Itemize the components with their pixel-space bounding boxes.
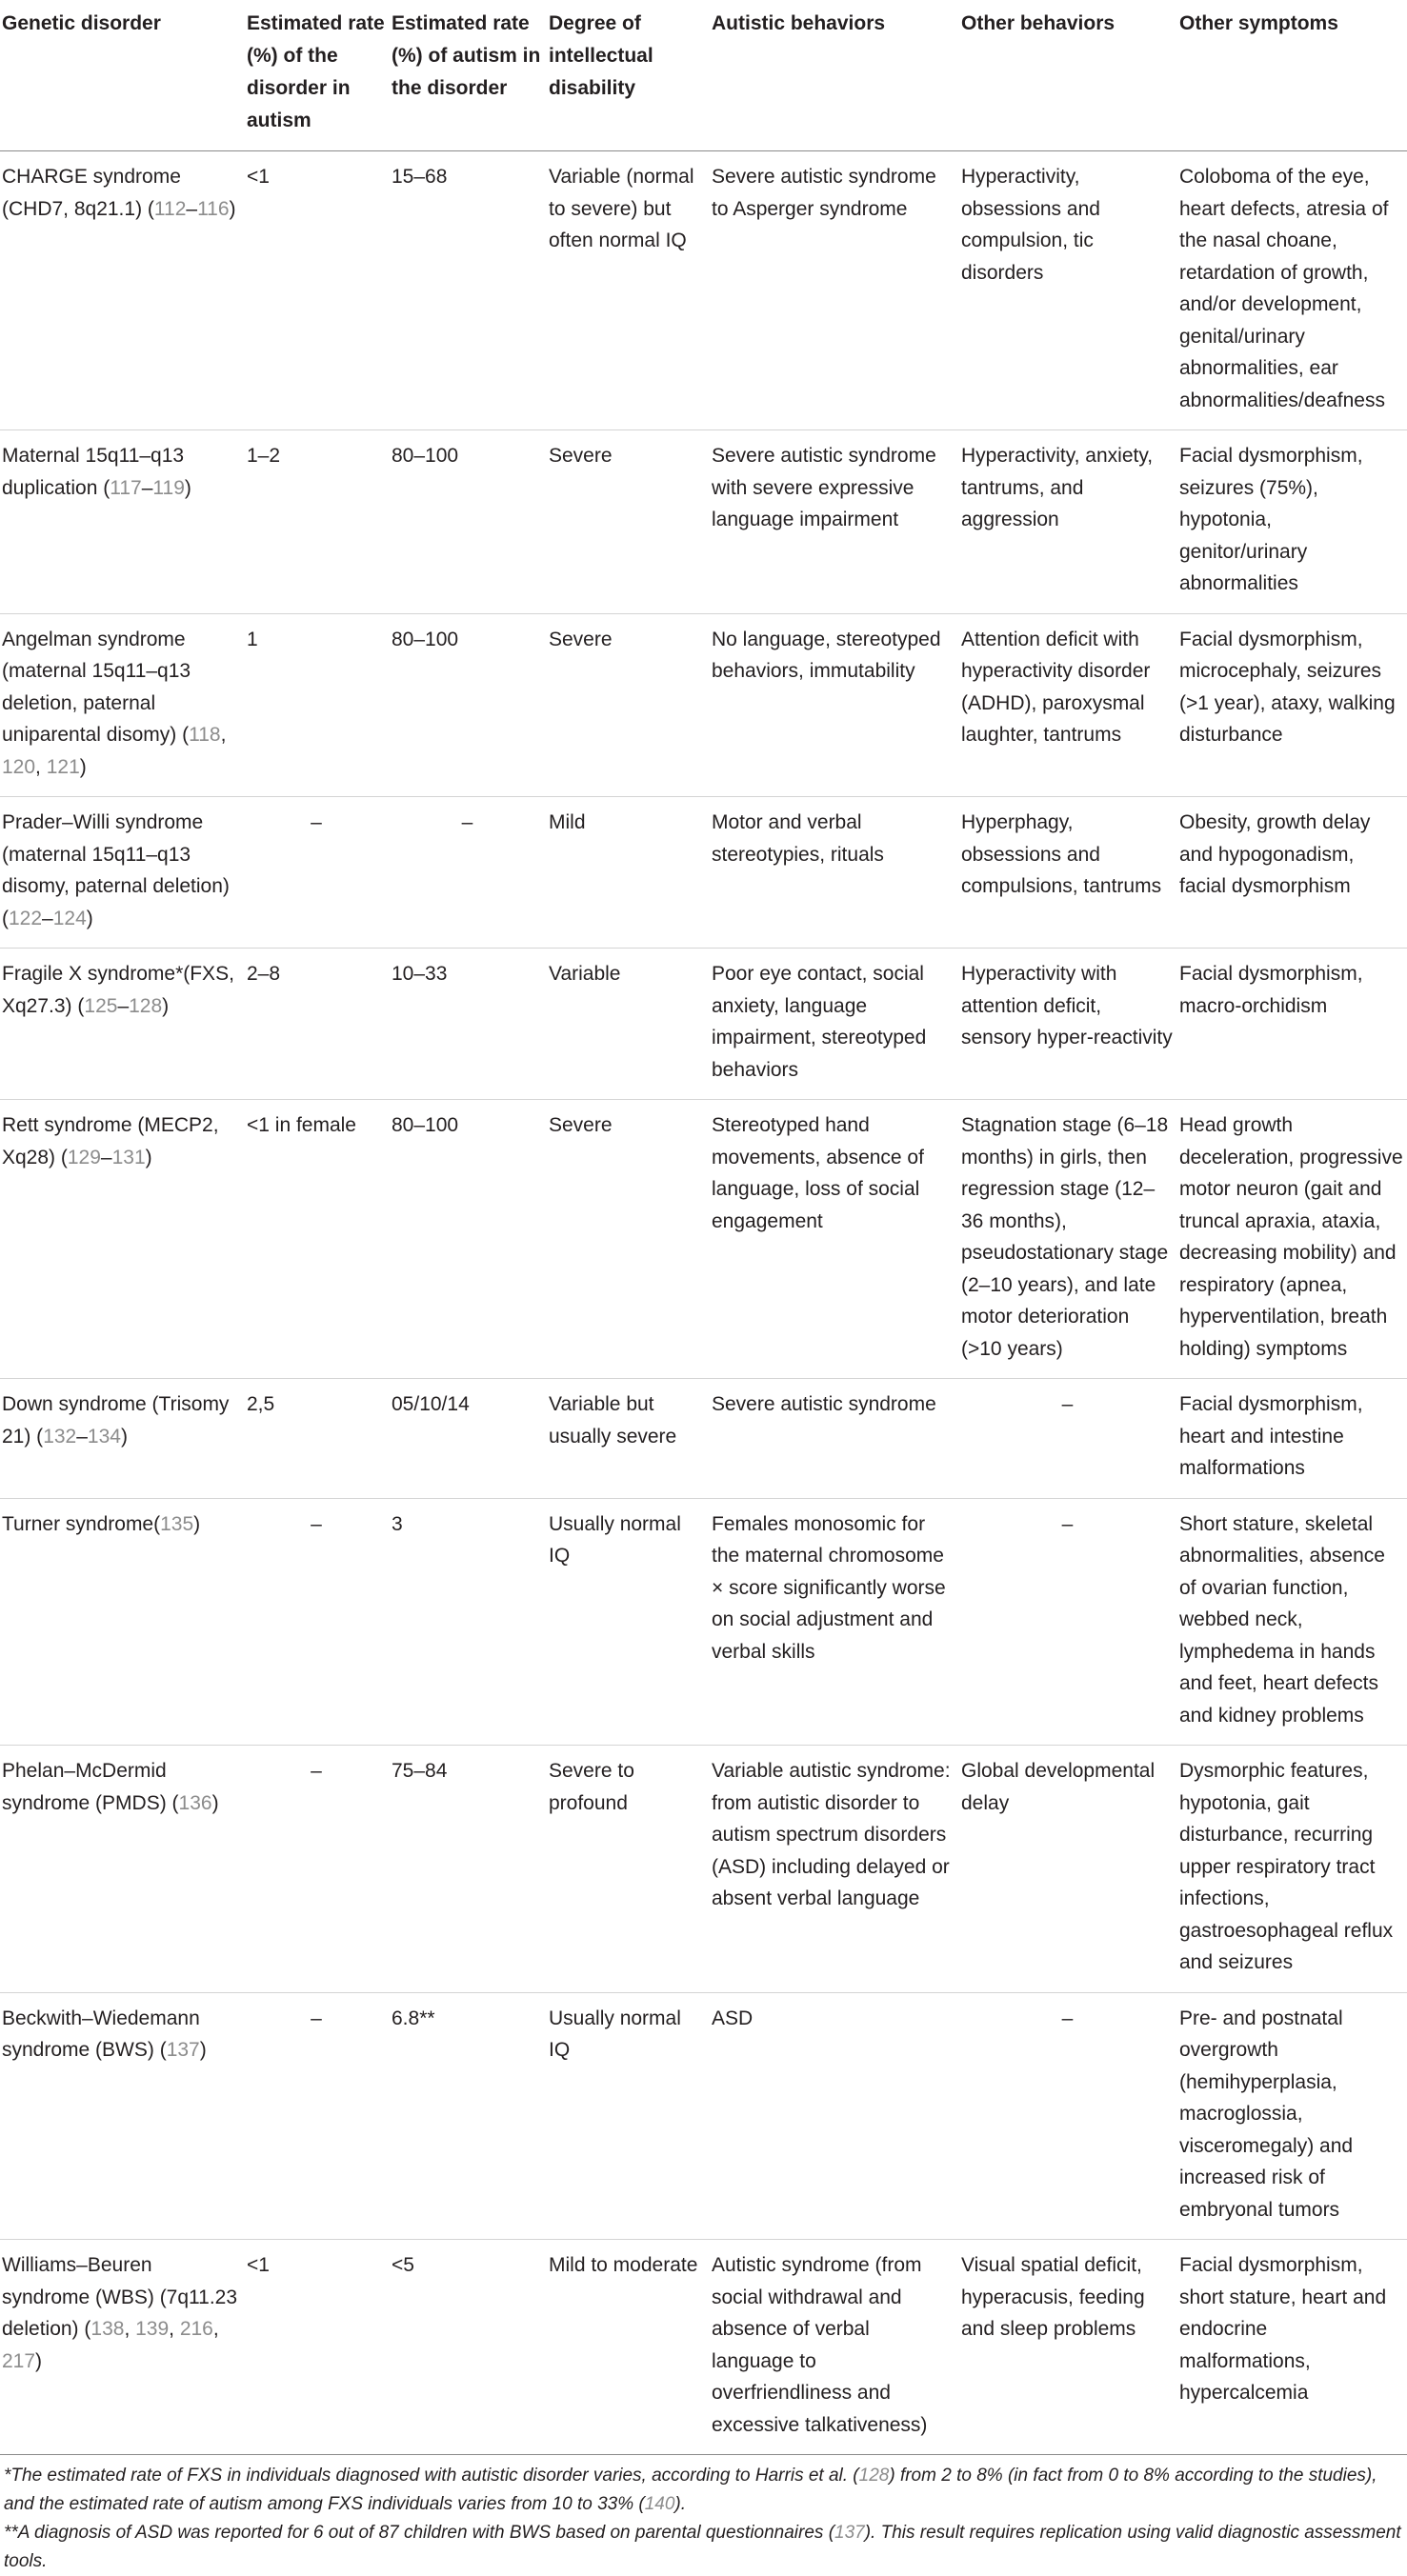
- table-footnotes: [4, 2462, 1404, 2576]
- reference-link[interactable]: 125: [84, 994, 118, 1017]
- cell-other-behaviors: Hyperactivity with attention deficit, sensory hyper-reactivity: [961, 963, 1173, 1048]
- footnote-text: ) from 2 to 8% (in fact from 0 to 8% according to the studies), and the estimated rate of autism among FXS individuals varies from 10 to 33% (: [4, 2466, 1377, 2514]
- cell-autism-in-disorder: 80–100: [392, 1114, 459, 1136]
- cell-other-behaviors: Hyperactivity, anxiety, tantrums, and aggression: [961, 445, 1154, 530]
- header-intellectual-disability: Degree of intellectual disability: [549, 12, 653, 99]
- reference-link[interactable]: 137: [166, 2039, 200, 2061]
- table-row: [0, 1100, 1407, 1379]
- disorder-name-text: CHARGE syndrome (CHD7, 8q21.1) (: [2, 166, 181, 220]
- disorder-name-text: ,: [169, 2318, 180, 2340]
- disorder-name-text: Phelan–McDermid syndrome (PMDS) (: [2, 1760, 179, 1814]
- header-other-symptoms: Other symptoms: [1179, 12, 1338, 34]
- cell-autism-in-disorder: 10–33: [392, 963, 448, 985]
- disorder-name-text: ): [211, 1791, 219, 1814]
- reference-link[interactable]: 124: [52, 907, 87, 929]
- cell-rate-in-autism: –: [311, 1760, 322, 1782]
- cell-autistic-behaviors: Autistic syndrome (from social withdrawal and absence of verbal language to overfriendliness and excessive talkativeness): [712, 2254, 928, 2436]
- cell-intellectual-disability: Mild to moderate: [549, 2254, 698, 2276]
- reference-link[interactable]: 132: [43, 1425, 77, 1448]
- disorder-name-text: –: [186, 197, 198, 220]
- header-autistic-behaviors: Autistic behaviors: [712, 12, 886, 34]
- reference-link[interactable]: 135: [160, 1512, 194, 1535]
- cell-other-behaviors: –: [1061, 1512, 1074, 1535]
- cell-autistic-behaviors: Severe autistic syndrome to Asperger syndrome: [712, 166, 936, 220]
- header-row: [0, 0, 1407, 151]
- cell-other-behaviors: Global developmental delay: [961, 1760, 1156, 1814]
- cell-autism-in-disorder: 3: [392, 1512, 403, 1535]
- cell-autistic-behaviors: Severe autistic syndrome: [712, 1393, 936, 1415]
- cell-autism-in-disorder: –: [461, 811, 473, 833]
- footnote-text: *The estimated rate of FXS in individuals diagnosed with autistic disorder varies, according to Harris et al. (: [4, 2466, 859, 2486]
- cell-other-symptoms: Facial dysmorphism, seizures (75%), hypotonia, genitor/urinary abnormalities: [1179, 445, 1363, 594]
- reference-link[interactable]: 137: [834, 2523, 865, 2543]
- reference-link[interactable]: 138: [90, 2318, 125, 2340]
- header-autism-in-disorder: Estimated rate (%) of autism in the disorder: [392, 12, 541, 99]
- reference-link[interactable]: 122: [9, 907, 43, 929]
- cell-rate-in-autism: 1: [247, 628, 258, 650]
- disorder-name-text: Williams–Beuren syndrome (WBS) (7q11.23 deletion) (: [2, 2254, 238, 2340]
- disorder-name-text: Down syndrome (Trisomy 21) (: [2, 1393, 230, 1448]
- table-row: [0, 1498, 1407, 1746]
- cell-other-symptoms: Facial dysmorphism, macro-orchidism: [1179, 963, 1363, 1017]
- disorder-name-text: Turner syndrome(: [2, 1512, 161, 1535]
- footnote-text: **A diagnosis of ASD was reported for 6 out of 87 children with BWS based on parental questionnaires (: [4, 2523, 835, 2543]
- cell-autism-in-disorder: 15–68: [392, 166, 448, 188]
- footnote-text: ). This result requires replication using valid diagnostic assessment tools.: [4, 2523, 1401, 2571]
- disorder-name-text: Beckwith–Wiedemann syndrome (BWS) (: [2, 2007, 200, 2061]
- cell-rate-in-autism: <1: [247, 166, 270, 188]
- header-genetic-disorder: Genetic disorder: [2, 12, 161, 34]
- table-row: [0, 151, 1407, 430]
- cell-genetic-disorder: [0, 2240, 245, 2455]
- cell-autistic-behaviors: Severe autistic syndrome with severe expressive language impairment: [712, 445, 936, 530]
- cell-autistic-behaviors: Poor eye contact, social anxiety, language impairment, stereotyped behaviors: [712, 963, 927, 1081]
- table-row: [0, 613, 1407, 797]
- footnote-fxs: [4, 2462, 1404, 2519]
- cell-other-behaviors: Hyperactivity, obsessions and compulsion, tic disorders: [961, 166, 1100, 284]
- cell-genetic-disorder: [0, 1992, 245, 2240]
- cell-autism-in-disorder: 80–100: [392, 445, 459, 467]
- cell-other-symptoms: Coloboma of the eye, heart defects, atresia of the nasal choane, retardation of growth, and/or development, genital/urinary abnormalities, ear abnormalities/deafness: [1179, 166, 1389, 411]
- disorder-name-text: ,: [35, 755, 47, 778]
- reference-link[interactable]: 129: [67, 1146, 101, 1168]
- cell-rate-in-autism: –: [311, 2007, 322, 2029]
- disorder-name-text: ): [145, 1146, 152, 1168]
- table-row: [0, 1379, 1407, 1499]
- disorder-name-text: ): [35, 2349, 43, 2372]
- reference-link[interactable]: 216: [179, 2318, 213, 2340]
- cell-rate-in-autism: 2,5: [247, 1393, 275, 1415]
- cell-genetic-disorder: [0, 1498, 245, 1746]
- disorder-name-text: Angelman syndrome (maternal 15q11–q13 deletion, paternal uniparental disomy) (: [2, 628, 191, 746]
- cell-genetic-disorder: [0, 613, 245, 797]
- reference-link[interactable]: 121: [46, 755, 80, 778]
- cell-other-behaviors: Stagnation stage (6–18 months) in girls, then regression stage (12–36 months), pseudostationary stage (2–10 years), and late motor deterioration (>10 years): [961, 1114, 1169, 1360]
- disorder-name-text: ,: [220, 724, 227, 746]
- cell-intellectual-disability: Severe: [549, 445, 613, 467]
- table-header: [0, 0, 1407, 151]
- disorder-name-text: ,: [212, 2318, 219, 2340]
- cell-intellectual-disability: Severe: [549, 1114, 613, 1136]
- disorder-name-text: ): [193, 1512, 201, 1535]
- cell-autistic-behaviors: Stereotyped hand movements, absence of language, loss of social engagement: [712, 1114, 924, 1232]
- cell-genetic-disorder: [0, 1379, 245, 1499]
- cell-autism-in-disorder: 75–84: [392, 1760, 448, 1782]
- disorder-name-text: ): [229, 197, 236, 220]
- cell-genetic-disorder: [0, 797, 245, 949]
- disorder-name-text: –: [76, 1425, 88, 1448]
- cell-genetic-disorder: [0, 151, 245, 430]
- header-other-behaviors: Other behaviors: [961, 12, 1116, 34]
- reference-link[interactable]: 120: [2, 755, 36, 778]
- disorder-name-text: Fragile X syndrome*(FXS, Xq27.3) (: [2, 963, 234, 1017]
- disorder-name-text: –: [117, 994, 130, 1017]
- cell-autistic-behaviors: ASD: [712, 2007, 754, 2029]
- table-row: [0, 949, 1407, 1100]
- cell-genetic-disorder: [0, 949, 245, 1100]
- reference-link[interactable]: 139: [135, 2318, 170, 2340]
- table-row: [0, 1746, 1407, 1993]
- reference-link[interactable]: 140: [644, 2494, 675, 2514]
- footnote-bws: [4, 2519, 1404, 2576]
- cell-other-symptoms: Facial dysmorphism, short stature, heart and endocrine malformations, hypercalcemia: [1179, 2254, 1387, 2404]
- cell-other-behaviors: Attention deficit with hyperactivity disorder (ADHD), paroxysmal laughter, tantrums: [961, 628, 1151, 746]
- cell-autism-in-disorder: 6.8**: [392, 2007, 435, 2029]
- cell-intellectual-disability: Usually normal IQ: [549, 1512, 681, 1567]
- table-body: [0, 151, 1407, 2455]
- cell-genetic-disorder: [0, 1100, 245, 1379]
- disorder-name-text: Maternal 15q11–q13 duplication (: [2, 445, 185, 499]
- table-row: [0, 2240, 1407, 2455]
- reference-link[interactable]: 118: [189, 724, 221, 746]
- cell-other-behaviors: Hyperphagy, obsessions and compulsions, tantrums: [961, 811, 1162, 897]
- cell-other-symptoms: Pre- and postnatal overgrowth (hemihyperplasia, macroglossia, visceromegaly) and increased risk of embryonal tumors: [1179, 2007, 1354, 2221]
- cell-other-symptoms: Facial dysmorphism, microcephaly, seizures (>1 year), ataxy, walking disturbance: [1179, 628, 1396, 746]
- disorder-name-text: –: [42, 907, 53, 929]
- cell-rate-in-autism: <1 in female: [247, 1114, 356, 1136]
- reference-link[interactable]: 134: [87, 1425, 121, 1448]
- table-row: [0, 1992, 1407, 2240]
- cell-genetic-disorder: [0, 1746, 245, 1993]
- cell-autism-in-disorder: <5: [392, 2254, 414, 2276]
- reference-link[interactable]: 119: [152, 476, 185, 499]
- table-row: [0, 430, 1407, 614]
- table-row: [0, 797, 1407, 949]
- cell-other-symptoms: Head growth deceleration, progressive motor neuron (gait and truncal apraxia, ataxia, decreasing mobility) and respiratory (apnea, hyperventilation, breath holding) symptoms: [1179, 1114, 1403, 1360]
- cell-intellectual-disability: Variable but usually severe: [549, 1393, 677, 1448]
- reference-link[interactable]: 117: [110, 476, 142, 499]
- cell-intellectual-disability: Variable (normal to severe) but often normal IQ: [549, 166, 694, 251]
- disorder-name-text: ): [79, 755, 87, 778]
- cell-other-symptoms: Facial dysmorphism, heart and intestine malformations: [1179, 1393, 1363, 1479]
- reference-link[interactable]: 217: [2, 2349, 36, 2372]
- disorder-name-text: ): [120, 1425, 128, 1448]
- reference-link[interactable]: 128: [129, 994, 163, 1017]
- cell-intellectual-disability: Severe to profound: [549, 1760, 634, 1814]
- cell-intellectual-disability: Mild: [549, 811, 586, 833]
- cell-autism-in-disorder: 05/10/14: [392, 1393, 470, 1415]
- cell-rate-in-autism: 2–8: [247, 963, 281, 985]
- cell-intellectual-disability: Variable: [549, 963, 621, 985]
- cell-rate-in-autism: <1: [247, 2254, 270, 2276]
- disorder-name-text: Prader–Willi syndrome (maternal 15q11–q13 disomy, paternal deletion) (: [2, 811, 230, 929]
- reference-link[interactable]: 116: [197, 197, 230, 220]
- cell-other-behaviors: –: [1061, 1393, 1074, 1415]
- header-rate-in-autism: Estimated rate (%) of the disorder in autism: [247, 12, 385, 131]
- cell-other-symptoms: Dysmorphic features, hypotonia, gait disturbance, recurring upper respiratory tract infections, gastroesophageal reflux and seizures: [1179, 1760, 1394, 1973]
- cell-autistic-behaviors: Motor and verbal stereotypies, rituals: [712, 811, 884, 866]
- cell-autism-in-disorder: 80–100: [392, 628, 459, 650]
- cell-other-behaviors: –: [1061, 2007, 1074, 2029]
- disorder-name-text: Rett syndrome (MECP2, Xq28) (: [2, 1114, 219, 1168]
- reference-link[interactable]: 128: [858, 2466, 890, 2486]
- disorder-name-text: –: [100, 1146, 112, 1168]
- disorder-name-text: ,: [124, 2318, 136, 2340]
- cell-rate-in-autism: –: [311, 811, 322, 833]
- disorder-name-text: ): [162, 994, 170, 1017]
- cell-rate-in-autism: 1–2: [247, 445, 281, 467]
- footnote-text: ).: [674, 2494, 687, 2514]
- cell-autistic-behaviors: Females monosomic for the maternal chromosome × score significantly worse on social adjustment and verbal skills: [712, 1512, 946, 1663]
- cell-genetic-disorder: [0, 430, 245, 614]
- cell-intellectual-disability: Severe: [549, 628, 613, 650]
- disorder-name-text: –: [141, 476, 153, 499]
- reference-link[interactable]: 112: [153, 197, 187, 220]
- cell-autistic-behaviors: No language, stereotyped behaviors, immutability: [712, 628, 941, 682]
- disorder-name-text: ): [184, 476, 191, 499]
- cell-other-symptoms: Obesity, growth delay and hypogonadism, facial dysmorphism: [1179, 811, 1371, 897]
- cell-autistic-behaviors: Variable autistic syndrome: from autistic disorder to autism spectrum disorders (ASD) including delayed or absent verbal language: [712, 1760, 951, 1909]
- disorder-name-text: ): [199, 2039, 207, 2061]
- cell-intellectual-disability: Usually normal IQ: [549, 2007, 681, 2061]
- disorder-name-text: ): [86, 907, 93, 929]
- reference-link[interactable]: 131: [111, 1146, 146, 1168]
- cell-other-symptoms: Short stature, skeletal abnormalities, absence of ovarian function, webbed neck, lymphedema in hands and feet, heart defects and kidney problems: [1179, 1512, 1385, 1727]
- cell-rate-in-autism: –: [311, 1512, 322, 1535]
- reference-link[interactable]: 136: [178, 1791, 212, 1814]
- cell-other-behaviors: Visual spatial deficit, hyperacusis, feeding and sleep problems: [961, 2254, 1145, 2340]
